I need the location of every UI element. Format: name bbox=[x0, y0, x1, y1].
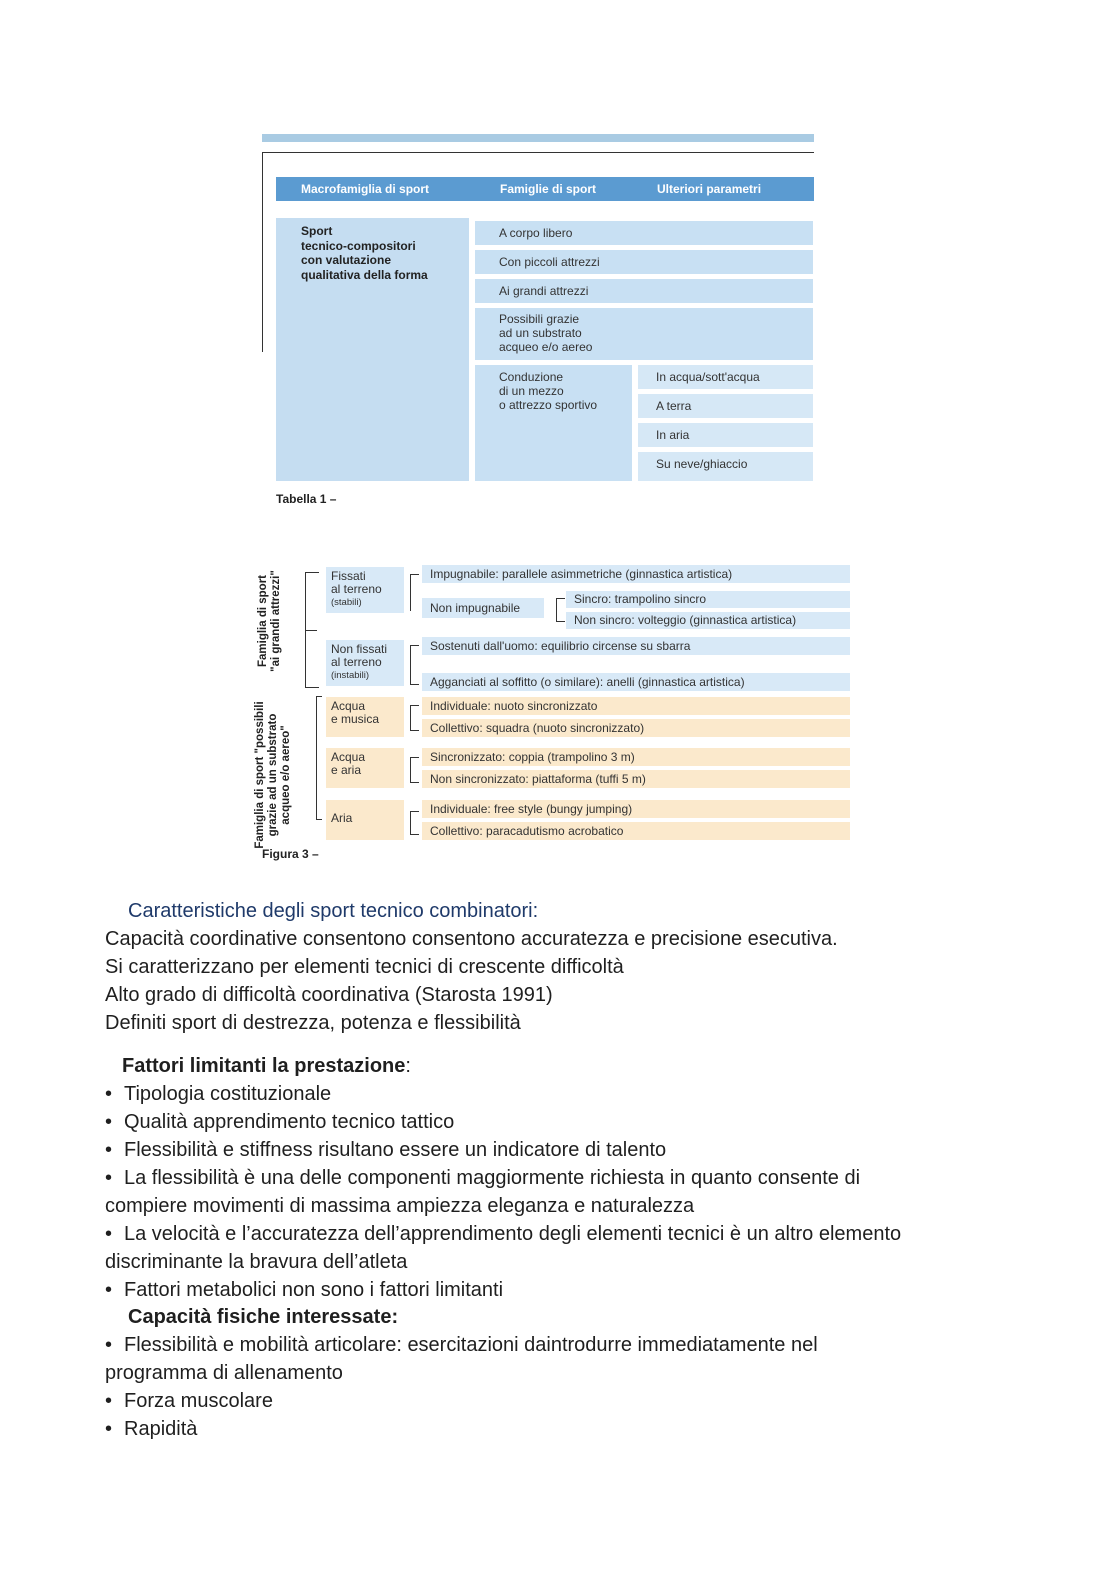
figure-bracket bbox=[410, 574, 419, 611]
figure-caption: Figura 3 – bbox=[262, 847, 319, 861]
bullet-item: • La flessibilità è una delle componenti maggiormente richiesta in quanto consente di bbox=[105, 1164, 860, 1192]
text-line: Alto grado di difficoltà coordinativa (Starosta 1991) bbox=[105, 984, 553, 1006]
figure-connector bbox=[305, 630, 317, 631]
table-cell-macro-family: Sport tecnico-compositori con valutazione qualitativa della forma bbox=[276, 218, 469, 481]
bullet-item: • La velocità e l’accuratezza dell’apprendimento degli elementi tecnici è un altro elemento bbox=[105, 1220, 901, 1248]
figure-bracket bbox=[556, 598, 565, 622]
table-header-parameters: Ulteriori parametri bbox=[657, 182, 762, 196]
figure-row: Agganciati al soffitto (o similare): anelli (ginnastica artistica) bbox=[422, 673, 850, 691]
figure-connector bbox=[305, 572, 319, 573]
table-rule bbox=[262, 152, 814, 153]
bullet-item: • Flessibilità e mobilità articolare: esercitazioni daintrodurre immediatamente nel bbox=[105, 1331, 818, 1359]
figure-row: Non sincronizzato: piattaforma (tuffi 5 m) bbox=[422, 770, 850, 788]
section-heading-physical-capacities: Capacità fisiche interessate: bbox=[128, 1306, 399, 1328]
table-cell-parameter: In aria bbox=[638, 423, 813, 447]
table-top-bar bbox=[262, 134, 814, 142]
bullet-continuation: programma di allenamento bbox=[105, 1362, 343, 1384]
figure-box-label: Fissati al terreno bbox=[331, 569, 382, 596]
table-caption: Tabella 1 – bbox=[276, 492, 337, 506]
table-cell-family: Ai grandi attrezzi bbox=[475, 279, 813, 303]
figure-row: Non impugnabile bbox=[422, 598, 544, 618]
section-heading-limiting-factors bbox=[122, 1052, 411, 1080]
figure-row: Sostenuti dall'uomo: equilibrio circense su sbarra bbox=[422, 637, 850, 655]
table-cell-family: Conduzione di un mezzo o attrezzo sportivo bbox=[475, 365, 632, 481]
table-cell-parameter: A terra bbox=[638, 394, 813, 418]
figure-connector bbox=[305, 687, 319, 688]
figure-row: Individuale: nuoto sincronizzato bbox=[422, 697, 850, 715]
figure-group-label-bottom: Famiglia di sport "possibili grazie ad un substrato acqueo e/o aereo" bbox=[254, 701, 292, 849]
bullet-continuation: compiere movimenti di massima ampiezza eleganza e naturalezza bbox=[105, 1195, 695, 1217]
figure-row: Sincro: trampolino sincro bbox=[566, 591, 850, 608]
text-line: Capacità coordinative consentono consentono accuratezza e precisione esecutiva. bbox=[105, 928, 838, 950]
figure-row: Impugnabile: parallele asimmetriche (ginnastica artistica) bbox=[422, 565, 850, 583]
figure-connector bbox=[316, 696, 322, 697]
bullet-continuation: discriminante la bravura dell’atleta bbox=[105, 1251, 408, 1273]
figure-box-fissati bbox=[326, 567, 404, 613]
table-header-families: Famiglie di sport bbox=[500, 182, 597, 196]
figure-box-sublabel: (stabili) bbox=[331, 597, 362, 608]
bullet-item: • Flessibilità e stiffness risultano essere un indicatore di talento bbox=[105, 1136, 666, 1164]
figure-bracket bbox=[410, 705, 419, 731]
figure-row: Collettivo: squadra (nuoto sincronizzato) bbox=[422, 719, 850, 737]
table-cell-family: Con piccoli attrezzi bbox=[475, 250, 813, 274]
table-cell-family: A corpo libero bbox=[475, 221, 813, 245]
heading-colon: : bbox=[405, 1055, 411, 1077]
bullet-item: • Qualità apprendimento tecnico tattico bbox=[105, 1108, 454, 1136]
figure-box-sublabel: (instabili) bbox=[331, 670, 370, 681]
table-cell-family: Possibili grazie ad un substrato acqueo e/o aereo bbox=[475, 308, 813, 360]
figure-box-aria: Aria bbox=[326, 800, 404, 840]
figure-connector bbox=[316, 696, 317, 820]
figure-row: Individuale: free style (bungy jumping) bbox=[422, 800, 850, 818]
section-heading-characteristics: Caratteristiche degli sport tecnico combinatori: bbox=[128, 900, 539, 922]
bullet-item: • Forza muscolare bbox=[105, 1387, 273, 1415]
text-line: Definiti sport di destrezza, potenza e flessibilità bbox=[105, 1012, 521, 1034]
bullet-item: • Tipologia costituzionale bbox=[105, 1080, 331, 1108]
heading-bold: Fattori limitanti la prestazione bbox=[122, 1055, 406, 1077]
figure-box-label: Non fissati al terreno bbox=[331, 642, 388, 669]
figure-row: Collettivo: paracadutismo acrobatico bbox=[422, 822, 850, 840]
bullet-item: • Rapidità bbox=[105, 1415, 197, 1443]
figure-box-non-fissati bbox=[326, 640, 404, 686]
figure-group-label-top: Famiglia di sport "ai grandi attrezzi" bbox=[257, 570, 282, 672]
figure-box-acqua-aria: Acqua e aria bbox=[326, 748, 404, 788]
figure-bracket bbox=[410, 645, 419, 685]
figure-bracket bbox=[410, 811, 419, 835]
figure-box-acqua-musica: Acqua e musica bbox=[326, 697, 404, 737]
text-line: Si caratterizzano per elementi tecnici di crescente difficoltà bbox=[105, 956, 624, 978]
bullet-item: • Fattori metabolici non sono i fattori limitanti bbox=[105, 1276, 503, 1304]
table-rule-vertical bbox=[262, 152, 263, 352]
table-cell-parameter: In acqua/sott'acqua bbox=[638, 365, 813, 389]
figure-row: Non sincro: volteggio (ginnastica artistica) bbox=[566, 612, 850, 629]
table-header-macro: Macrofamiglia di sport bbox=[301, 182, 430, 196]
table-cell-parameter: Su neve/ghiaccio bbox=[638, 452, 813, 481]
figure-row: Sincronizzato: coppia (trampolino 3 m) bbox=[422, 748, 850, 766]
figure-connector bbox=[316, 819, 322, 820]
figure-bracket bbox=[410, 757, 419, 783]
